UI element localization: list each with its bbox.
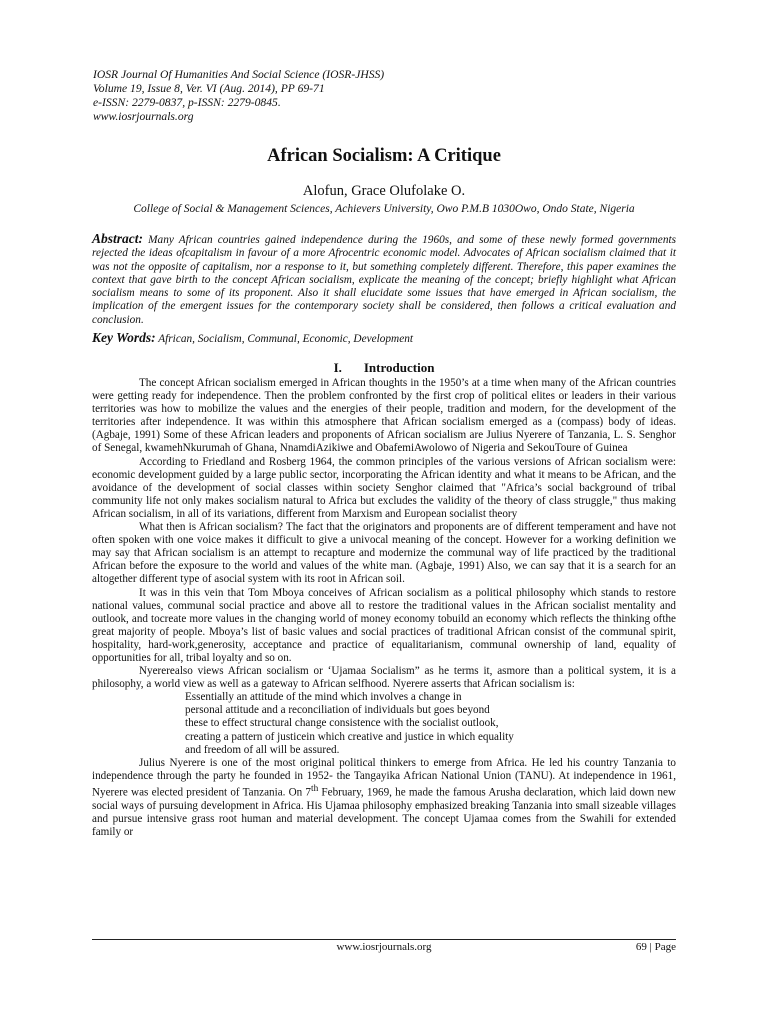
- quote-line: and freedom of all will be assured.: [185, 743, 340, 756]
- abstract-text: Many African countries gained independence during the 1960s, and some of these newly formed governments rejected the ideas ofcapitalism in favour of a more Afrocentric economic model. Advocates of African socialism claimed that it was not the opposite of capitalism, nor a response to it, but something completely different. Therefore, this paper examines the context that gave birth to the concept African socialism, explicate the meaning of the concept; briefly highlight what African socialism means to some of its proponent. Also it shall elucidate some issues that have emerged in African socialism, the implication of the emergent issues for the contemporary society shall be considered, then follows a critical evaluation and conclusion.: [92, 234, 676, 326]
- journal-volume: Volume 19, Issue 8, Ver. VI (Aug. 2014), PP 69-71: [93, 82, 325, 95]
- journal-issn: e-ISSN: 2279-0837, p-ISSN: 2279-0845.: [93, 96, 281, 109]
- abstract: [92, 232, 676, 327]
- keywords-text: African, Socialism, Communal, Economic, Development: [158, 333, 414, 345]
- paragraph: [92, 757, 676, 839]
- author-name: Alofun, Grace Olufolake O.: [302, 183, 466, 199]
- paper-title: African Socialism: A Critique: [267, 146, 501, 166]
- ordinal-suffix: th: [311, 783, 319, 794]
- paragraph: It was in this vein that Tom Mboya conceives of African socialism as a political philosophy which stands to restore national values, communal social practice and above all to restore the traditional values in the African socialist mentality and outlook, and tocreate more values in the changing world of money economy tobuild an economy which reflects the thinking ofthe great majority of people. Mboya’s list of basic values and social practices of traditional African consist of the communal spirit, hospitality, hard-work,generosity, acceptance and practice of equalitarianism, communal ownership of land, equality of opportunities for all, tribal loyalty and so on.: [92, 586, 676, 664]
- block-quote: [185, 691, 676, 756]
- page-number: 69 | Page: [635, 941, 676, 953]
- body-text: [92, 377, 676, 839]
- quote-line: Essentially an attitude of the mind which involves a change in: [185, 691, 462, 704]
- paragraph: What then is African socialism? The fact that the originators and proponents are of different temperament and have not often spoken with one voice makes it difficult to give a univocal meaning of the concept. However for a working definition we may say that African socialism is an attempt to recapture and modernize the communal way of life practiced by the traditional African before the exposure to the world and values of the white man. (Agbaje, 1991) Also, we can say that it is a search for an altogether different type of asocial system with its root in African soil.: [92, 521, 676, 586]
- footer-website: www.iosrjournals.org: [336, 941, 432, 953]
- keywords-label: Key Words:: [92, 330, 156, 345]
- page-footer: [92, 941, 676, 957]
- section-heading: [0, 360, 768, 376]
- paragraph: The concept African socialism emerged in African thoughts in the 1950’s at a time when many of the African countries were getting ready for independence. Then the problem confronted by the first crop of political elites or leaders in their various territories was how to mobilize the values and the energies of their people, tradition and modern, for the development of the territories after independence. It was within this atmosphere that African socialism emerged as a (compass) body of ideas. (Agbaje, 1991) Some of these African leaders and proponents of African socialism are Julius Nyerere of Tanzania, L. S. Senghor of Senegal, kwamehNkurumah of Ghana, NnamdiAzikiwe and ObafemiAwolowo of Nigeria and SekouToure of Guinea: [92, 377, 676, 455]
- section-number: I.: [333, 360, 342, 375]
- keywords: [92, 331, 676, 346]
- paragraph-part: February, 1969, he made the famous Arusha declaration, which laid down new social ways of pursuing development in Africa. His Ujamaa philosophy emphasized breaking Tanzania into small sizeable villages and pursue intensive grass root human and material development. The concept Ujamaa comes from the Swahili for extended family or: [92, 786, 676, 838]
- footer-rule: [92, 939, 676, 940]
- journal-header: [93, 68, 384, 124]
- quote-line: these to effect structural change consistence with the socialist outlook,: [185, 717, 499, 730]
- section-title: Introduction: [363, 360, 435, 375]
- journal-website: www.iosrjournals.org: [93, 110, 194, 123]
- author-affiliation: College of Social & Management Sciences, Achievers University, Owo P.M.B 1030Owo, Ondo State, Nigeria: [133, 203, 635, 215]
- journal-name: IOSR Journal Of Humanities And Social Science (IOSR-JHSS): [93, 68, 385, 81]
- paragraph-part: Julius Nyerere is one of the most original political thinkers to emerge from Africa. He led his country Tanzania to independence through the party he founded in 1952- the Tangayika African National Union (TANU). At independence in 1961, Nyerere was elected president of Tanzania. On 7: [92, 756, 676, 799]
- abstract-label: Abstract:: [92, 231, 144, 246]
- paragraph: According to Friedland and Rosberg 1964, the common principles of the various versions of African socialism were: economic development guided by a large public sector, incorporating the African identity and what it means to be African, and the avoidance of the development of social classes within society Senghor claimed that "Africa’s social background of tribal community life not only makes socialism natural to Africa but excludes the validity of the theory of class struggle," thus making African socialism, in all of its variations, different from Marxism and European socialist theory: [92, 455, 676, 520]
- quote-line: creating a pattern of justicein which creative and justice in which equality: [185, 730, 514, 743]
- paragraph: Nyererealso views African socialism or ‘Ujamaa Socialism” as he terms it, asmore than a political system, it is a philosophy, a world view as well as a gateway to African selfhood. Nyerere asserts that African socialism is:: [92, 665, 676, 691]
- quote-line: personal attitude and a reconciliation of individuals but goes beyond: [185, 704, 490, 717]
